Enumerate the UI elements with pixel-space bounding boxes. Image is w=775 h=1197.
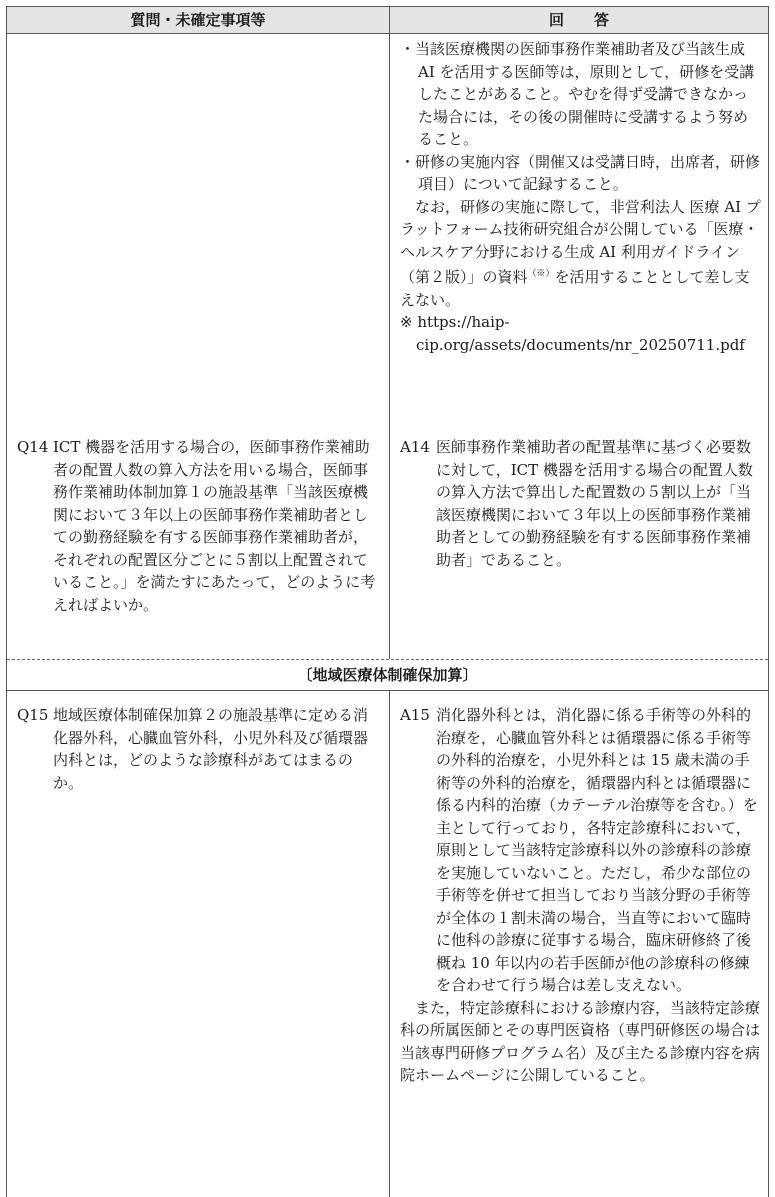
header-answer-label: 回答 xyxy=(548,11,639,29)
answer-paragraph-disclosure: また，特定診療科における診療内容，当該特定診療科の所属医師とその専門医資格（専門研修医の場合は当該専門研修プログラム名）及び主たる診療内容を病院ホームページに公開していること。 xyxy=(400,998,761,1084)
section-title: 〔地域医療体制確保加算〕 xyxy=(7,660,768,690)
guideline-text-end: を活用することとして差し支えない。 xyxy=(400,268,750,309)
answer-14 xyxy=(400,436,762,571)
answer-bullet-training: ・当該医療機関の医師事務作業補助者及び当該生成 AI を活用する医師等は，原則として，研修を受講したことがあること。やむを得ず受講できなかった場合には，その後の開催時に受講するよう努めること。 xyxy=(400,40,755,148)
answer-number: A14 xyxy=(400,438,430,456)
guideline-text: なお，研修の実施に際して，非営利法人 医療 AI プラットフォーム技術研究組合が公開している「医療・ヘルスケア分野における生成 AI 利用ガイドライン（第２版）」の資料 xyxy=(400,197,761,286)
answer-paragraph-guideline xyxy=(400,196,762,312)
answer-text: 消化器外科とは，消化器に係る手術等の外科的治療を，心臓血管外科とは循環器に係る手術等の外科的治療を，小児外科とは 15 歳未満の手術等の外科的治療を，循環器内科とは循環器に係る内科的治療（カテーテル治療等を含む。）を主として行っており，各特定診療科において，原則として当該特定診療科以外の診療科の診療を実施していないこと。ただし，希少な部位の手術等を併せて担当しており当該分野の手術等が全体の１割未満の場合，当直等において臨時に他科の診療に従事する場合，臨床研修終了後概ね 10 年以内の若手医師が他の診療科の修練を合わせて行う場合は差し支えない。 xyxy=(436,706,758,994)
answer-bullet-record: ・研修の実施内容（開催又は受講日時，出席者，研修項目）について記録すること。 xyxy=(400,152,761,193)
question-number: Q15 xyxy=(17,706,49,724)
reference-note: ※ https://haip-cip.org/assets/documents/nr_20250711.pdf xyxy=(400,313,745,354)
header-question-label: 質問・未確定事項等 xyxy=(130,11,266,29)
answer-text: 医師事務作業補助者の配置基準に基づく必要数に対して，ICT 機器を活用する場合の配置人数の算入方法で算出した配置数の５割以上が「当該医療機関において３年以上の医師事務作業補助者としての勤務経験を有する医師事務作業補助者」であること。 xyxy=(436,438,753,569)
qa-table xyxy=(6,6,769,1197)
question-14 xyxy=(17,436,381,616)
question-text: 地域医療体制確保加算２の施設基準に定める消化器外科，心臓血管外科，小児外科及び循環器内科とは，どのような診療科があてはまるのか。 xyxy=(53,706,369,792)
column-divider-upper xyxy=(389,33,390,659)
answer-15 xyxy=(400,704,762,1087)
table-header xyxy=(7,7,768,34)
question-number: Q14 xyxy=(17,438,49,456)
note-marker: （※） xyxy=(527,269,555,279)
column-divider-lower xyxy=(389,690,390,1197)
question-15 xyxy=(17,704,381,794)
continued-answer xyxy=(400,38,762,356)
question-text: ICT 機器を活用する場合の，医師事務作業補助者の配置人数の算入方法を用いる場合，医師事務作業補助体制加算１の施設基準「当該医療機関において３年以上の医師事務作業補助者としての勤務経験を有する医師事務作業補助者が，それぞれの配置区分ごとに５割以上配置されていること。」を満たすにあたって，どのように考えればよいか。 xyxy=(53,438,376,614)
section-separator xyxy=(7,690,768,691)
answer-number: A15 xyxy=(400,706,430,724)
